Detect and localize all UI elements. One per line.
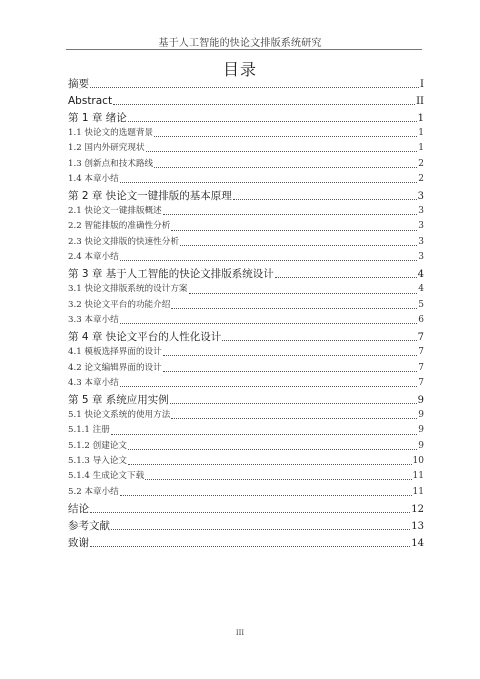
toc-entry-label: 4.1 模板选择界面的设计 — [68, 347, 162, 358]
toc-dot-leader — [120, 260, 417, 261]
toc-entry-page: 7 — [418, 362, 424, 373]
toc-entry-label: 第 3 章 基于人工智能的快论文排版系统设计 — [68, 268, 274, 281]
toc-dot-leader — [163, 355, 418, 356]
toc-entry-label: 3.1 快论文排版系统的设计方案 — [68, 284, 188, 295]
toc-entry-label: 5.1.2 创建论文 — [68, 440, 127, 451]
toc-section-entry[interactable] — [68, 126, 424, 141]
toc-entry-page: 1 — [417, 113, 424, 124]
toc-section-entry[interactable] — [68, 282, 424, 297]
toc-chapter-entry[interactable] — [68, 517, 424, 534]
toc-entry-label: 摘要 — [68, 78, 89, 90]
toc-entry-label: 1.1 快论文的选题背景 — [68, 128, 154, 138]
toc-section-entry[interactable] — [68, 439, 424, 454]
toc-dot-leader — [222, 340, 416, 341]
toc-dot-leader — [170, 403, 417, 404]
toc-dot-leader — [111, 529, 410, 530]
toc-entry-label: 2.2 智能排版的准确性分析 — [68, 221, 171, 232]
toc-section-entry[interactable] — [68, 157, 424, 172]
toc-entry-label: 第 2 章 快论文一键排版的基本原理 — [68, 190, 232, 203]
toc-entry-label: 5.1.4 生成论文下载 — [68, 471, 145, 482]
toc-entry-page: 10 — [412, 456, 424, 467]
toc-entry-label: 结论 — [68, 502, 89, 515]
toc-dot-leader — [120, 386, 417, 387]
toc-entry-label: 2.3 快论文排版的快速性分析 — [68, 236, 179, 247]
toc-section-entry[interactable] — [68, 141, 424, 156]
toc-dot-leader — [171, 418, 417, 419]
toc-entry-page: I — [420, 79, 424, 90]
toc-chapter-entry[interactable] — [68, 75, 424, 92]
toc-chapter-entry[interactable] — [68, 328, 424, 345]
page-number: III — [235, 629, 245, 637]
toc-entry-page: 1 — [418, 143, 424, 154]
toc-section-entry[interactable] — [68, 423, 424, 438]
toc-entry-label: 参考文献 — [68, 519, 110, 532]
toc-section-entry[interactable] — [68, 485, 424, 500]
toc-section-entry[interactable] — [68, 345, 424, 360]
toc-entry-label: 3.2 快论文平台的功能介绍 — [68, 299, 171, 310]
toc-entry-page: 3 — [418, 206, 424, 217]
toc-entry-page: 11 — [412, 486, 424, 497]
toc-entry-label: 1.4 本章小结 — [68, 173, 119, 184]
toc-chapter-entry[interactable] — [68, 500, 424, 517]
toc-entry-page: 12 — [411, 503, 424, 515]
toc-entry-page: 14 — [411, 537, 424, 549]
toc-section-entry[interactable] — [68, 313, 424, 328]
running-header: 基于人工智能的快论文排版系统研究 — [158, 38, 322, 49]
table-of-contents — [68, 75, 424, 551]
toc-dot-leader — [120, 495, 412, 496]
toc-dot-leader — [90, 546, 410, 547]
header-rule — [66, 49, 422, 50]
toc-entry-page: 11 — [412, 471, 424, 482]
toc-entry-page: 2 — [418, 173, 424, 184]
toc-dot-leader — [171, 308, 417, 309]
toc-chapter-entry[interactable] — [68, 92, 424, 109]
toc-section-entry[interactable] — [68, 408, 424, 423]
toc-entry-page: 7 — [418, 377, 424, 388]
toc-section-entry[interactable] — [68, 250, 424, 265]
toc-entry-label: 第 1 章 绪论 — [68, 112, 127, 124]
toc-dot-leader — [145, 479, 411, 480]
toc-dot-leader — [146, 151, 418, 152]
toc-dot-leader — [113, 104, 415, 105]
toc-entry-label: 第 4 章 快论文平台的人性化设计 — [68, 331, 222, 344]
toc-entry-page: 3 — [418, 252, 424, 263]
toc-entry-page: 6 — [418, 314, 424, 325]
toc-entry-page: 9 — [418, 425, 424, 436]
toc-chapter-entry[interactable] — [68, 391, 424, 408]
toc-entry-page: 3 — [417, 191, 424, 203]
toc-dot-leader — [120, 323, 417, 324]
toc-entry-label: 2.4 本章小结 — [68, 252, 119, 263]
toc-dot-leader — [111, 434, 417, 435]
toc-section-entry[interactable] — [68, 204, 424, 219]
toc-dot-leader — [90, 87, 419, 88]
toc-dot-leader — [154, 136, 417, 137]
toc-section-entry[interactable] — [68, 219, 424, 234]
toc-entry-label: 5.1 快论文系统的使用方法 — [68, 410, 171, 421]
toc-entry-page: II — [416, 96, 424, 107]
toc-entry-page: 3 — [418, 221, 424, 232]
toc-entry-label: 3.3 本章小结 — [68, 314, 119, 325]
toc-dot-leader — [171, 230, 417, 231]
toc-dot-leader — [180, 245, 417, 246]
toc-dot-leader — [275, 277, 417, 278]
toc-dot-leader — [128, 449, 417, 450]
toc-chapter-entry[interactable] — [68, 187, 424, 204]
toc-entry-page: 9 — [418, 410, 424, 421]
toc-entry-page: 4 — [418, 284, 424, 295]
toc-section-entry[interactable] — [68, 376, 424, 391]
toc-entry-label: 4.3 本章小结 — [68, 377, 119, 388]
toc-entry-label: 致谢 — [68, 536, 89, 549]
toc-section-entry[interactable] — [68, 469, 424, 484]
toc-entry-page: 4 — [417, 269, 424, 281]
toc-entry-label: 5.1.3 导入论文 — [68, 456, 127, 467]
toc-entry-label: 5.1.1 注册 — [68, 425, 110, 436]
toc-dot-leader — [189, 293, 418, 294]
toc-entry-label: 1.3 创新点和技术路线 — [68, 158, 154, 169]
toc-dot-leader — [233, 199, 417, 200]
toc-chapter-entry[interactable] — [68, 534, 424, 551]
toc-entry-label: 第 5 章 系统应用实例 — [68, 394, 169, 407]
toc-dot-leader — [90, 512, 410, 513]
toc-entry-label: 2.1 快论文一键排版概述 — [68, 206, 162, 217]
toc-section-entry[interactable] — [68, 172, 424, 187]
toc-entry-label: 5.2 本章小结 — [68, 486, 119, 497]
toc-section-entry[interactable] — [68, 361, 424, 376]
toc-chapter-entry[interactable] — [68, 265, 424, 282]
toc-entry-page: 9 — [417, 395, 424, 407]
toc-entry-page: 13 — [411, 520, 424, 532]
toc-title: 目录 — [222, 60, 257, 79]
toc-entry-page: 5 — [418, 299, 424, 310]
toc-entry-page: 9 — [418, 440, 424, 451]
toc-dot-leader — [163, 371, 418, 372]
toc-section-entry[interactable] — [68, 298, 424, 313]
toc-dot-leader — [120, 182, 417, 183]
toc-entry-page: 7 — [417, 332, 424, 344]
toc-entry-page: 2 — [418, 158, 424, 169]
toc-entry-label: 1.2 国内外研究现状 — [68, 143, 145, 154]
toc-dot-leader — [163, 214, 418, 215]
toc-section-entry[interactable] — [68, 235, 424, 250]
toc-entry-label: Abstract — [68, 95, 113, 107]
toc-dot-leader — [128, 464, 412, 465]
toc-entry-label: 4.2 论文编辑界面的设计 — [68, 362, 162, 373]
toc-entry-page: 3 — [418, 236, 424, 247]
toc-chapter-entry[interactable] — [68, 109, 424, 126]
toc-entry-page: 1 — [418, 128, 424, 138]
toc-dot-leader — [128, 121, 417, 122]
toc-dot-leader — [154, 167, 417, 168]
toc-section-entry[interactable] — [68, 454, 424, 469]
toc-entry-page: 7 — [418, 347, 424, 358]
